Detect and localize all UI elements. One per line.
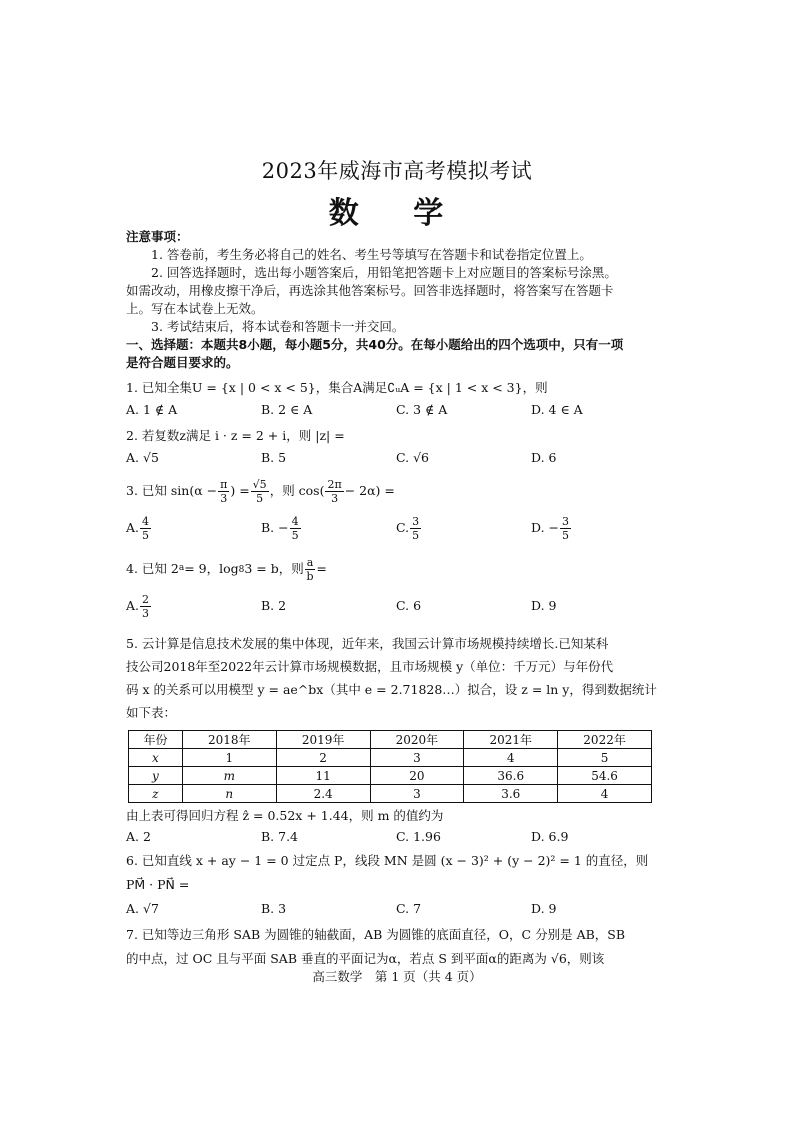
- table-cell: [182, 785, 276, 803]
- log-base: 8: [238, 565, 245, 575]
- option-a: A. 1 ∉ A: [126, 402, 178, 417]
- notes-item-2-cont: 如需改动，用橡皮擦干净后，再选涂其他答案标号。回答非选择题时，将答案写在答题卡: [126, 283, 614, 298]
- q3-stem-mid2: ，则 cos(: [269, 483, 325, 498]
- q4-stem-end: =: [316, 561, 327, 576]
- table-header-row: [129, 731, 652, 749]
- denominator: 5: [291, 528, 299, 542]
- fraction: [560, 515, 571, 542]
- option-d: D. 4 ∈ A: [531, 402, 583, 417]
- fraction: [290, 515, 301, 542]
- subject-title: 数 学: [328, 196, 466, 231]
- option-c: C. 1.96: [396, 829, 441, 844]
- option-label: C.: [396, 520, 410, 535]
- question-6-options: [126, 899, 666, 919]
- section-heading: 一、选择题：本题共8小题，每小题5分，共40分。在每小题给出的四个选项中，只有一项: [126, 337, 624, 352]
- question-1-options: [126, 400, 666, 420]
- option-label: D. −: [531, 520, 559, 535]
- option-d: [531, 510, 666, 546]
- question-3-options: [126, 510, 666, 546]
- fraction: [325, 478, 343, 505]
- table-cell: 5: [558, 749, 652, 767]
- table-cell: 11: [276, 767, 370, 785]
- table-cell: 2: [276, 749, 370, 767]
- cell-text: n: [225, 786, 234, 801]
- table-cell: 4: [464, 749, 558, 767]
- option-c: C. √6: [396, 450, 429, 465]
- exam-title: 2023年威海市高考模拟考试: [261, 159, 533, 183]
- table-cell: [129, 767, 183, 785]
- option-d: D. 9: [531, 598, 557, 613]
- option-c: C. 6: [396, 598, 422, 613]
- numerator: π: [220, 477, 228, 491]
- option-a: A. √5: [126, 450, 159, 465]
- table-cell: 3.6: [464, 785, 558, 803]
- table-cell: 4: [558, 785, 652, 803]
- notes-item-2: 2. 回答选择题时，选出每小题答案后，用铅笔把答题卡上对应题目的答案标号涂黑。: [151, 265, 617, 280]
- denominator: 3: [220, 491, 228, 505]
- question-2-options: [126, 448, 666, 468]
- numerator: a: [306, 555, 314, 569]
- numerator: 2π: [327, 477, 342, 491]
- table-cell: 54.6: [558, 767, 652, 785]
- option-a: [126, 510, 261, 546]
- question-4-options: [126, 588, 666, 624]
- question-4-stem: [126, 552, 666, 586]
- q4-stem-mid: = 9，log: [184, 561, 239, 576]
- table-cell: 36.6: [464, 767, 558, 785]
- question-6-stem-2: PM⃗ · PN⃗ =: [126, 877, 190, 892]
- option-b: B. 2: [261, 598, 287, 613]
- question-1-stem: 1. 已知全集U = {x | 0 < x < 5}，集合A满足∁ᵤA = {x | 1 < x < 3}，则: [126, 380, 548, 395]
- numerator: 2: [142, 592, 150, 606]
- table-cell: 20: [370, 767, 464, 785]
- q3-stem-start: 3. 已知 sin(α −: [126, 483, 218, 498]
- option-d: D. 6: [531, 450, 557, 465]
- data-table: [128, 730, 652, 803]
- question-5-stem-4: 如下表：: [126, 705, 177, 720]
- fraction: [251, 478, 269, 505]
- option-c: [396, 510, 531, 546]
- table-row: [129, 749, 652, 767]
- question-7-stem-2: 的中点，过 OC 且与平面 SAB 垂直的平面记为α，若点 S 到平面α的距离为 √6，则该: [126, 951, 605, 966]
- section-heading-cont: 是符合题目要求的。: [126, 355, 239, 370]
- denominator: 3: [331, 491, 339, 505]
- option-label: B. −: [261, 520, 289, 535]
- denominator: 5: [256, 491, 264, 505]
- numerator: 3: [562, 514, 569, 528]
- cell-text: x: [152, 750, 159, 765]
- table-cell: [182, 767, 276, 785]
- denominator: b: [306, 569, 314, 583]
- option-d: D. 9: [531, 901, 557, 916]
- option-label: A.: [126, 598, 140, 613]
- fraction: [140, 515, 151, 542]
- question-5-stem-3: 码 x 的关系可以用模型 y = ae^bx（其中 e = 2.71828…）拟合，设 z = ln y，得到数据统计: [126, 682, 657, 697]
- fraction: [218, 478, 229, 505]
- denominator: 5: [412, 528, 420, 542]
- notes-item-2-end: 上。写在本试卷上无效。: [126, 301, 264, 316]
- denominator: 5: [562, 528, 569, 542]
- fraction: [410, 515, 421, 542]
- table-header-cell: 2022年: [558, 731, 652, 749]
- q3-stem-end: − 2α) =: [344, 483, 395, 498]
- q3-stem-mid: ) =: [230, 483, 250, 498]
- option-b: B. 5: [261, 450, 287, 465]
- notes-item-3: 3. 考试结束后，将本试卷和答题卡一并交回。: [151, 319, 405, 334]
- option-b: B. 7.4: [261, 829, 299, 844]
- table-header-cell: 2020年: [370, 731, 464, 749]
- denominator: 5: [142, 528, 150, 542]
- denominator: 3: [142, 606, 150, 620]
- option-c: C. 3 ∉ A: [396, 402, 448, 417]
- question-6-stem-1: 6. 已知直线 x + ay − 1 = 0 过定点 P，线段 MN 是圆 (x − 3)² + (y − 2)² = 1 的直径，则: [126, 853, 649, 868]
- question-5-stem-2: 技公司2018年至2022年云计算市场规模数据，且市场规模 y（单位：千万元）与年份代: [126, 659, 614, 674]
- q4-stem-start: 4. 已知 2: [126, 561, 179, 576]
- option-b: B. 2 ∈ A: [261, 402, 313, 417]
- notes-item-1: 1. 答卷前，考生务必将自己的姓名、考生号等填写在答题卡和试卷指定位置上。: [151, 247, 592, 262]
- q4-stem-mid2: 3 = b，则: [244, 561, 304, 576]
- table-cell: 3: [370, 785, 464, 803]
- exam-content: [126, 228, 666, 971]
- option-b: [261, 510, 396, 546]
- table-cell: 1: [182, 749, 276, 767]
- table-row: [129, 767, 652, 785]
- question-5-options: [126, 827, 666, 847]
- option-label: A.: [126, 520, 140, 535]
- numerator: 4: [291, 514, 299, 528]
- option-d: D. 6.9: [531, 829, 569, 844]
- fraction: [140, 593, 151, 620]
- table-cell: 3: [370, 749, 464, 767]
- option-b: B. 3: [261, 901, 287, 916]
- option-a: A. 2: [126, 829, 151, 844]
- numerator: 3: [412, 514, 420, 528]
- table-cell: [129, 749, 183, 767]
- option-a: [126, 588, 261, 624]
- numerator: √5: [252, 477, 267, 491]
- notes-heading: 注意事项：: [126, 229, 189, 244]
- table-header-cell: 2018年: [182, 731, 276, 749]
- option-a: A. √7: [126, 901, 159, 916]
- table-header-cell: 2021年: [464, 731, 558, 749]
- option-c: C. 7: [396, 901, 422, 916]
- exponent: a: [178, 563, 185, 573]
- question-3-stem: [126, 474, 666, 508]
- table-header-cell: 2019年: [276, 731, 370, 749]
- cell-text: y: [152, 768, 159, 783]
- fraction: [305, 556, 316, 583]
- table-cell: [129, 785, 183, 803]
- question-2-stem: 2. 若复数z满足 i · z = 2 + i，则 |z| =: [126, 428, 345, 443]
- question-5-stem-1: 5. 云计算是信息技术发展的集中体现，近年来，我国云计算市场规模持续增长.已知某科: [126, 636, 609, 651]
- table-header-cell: 年份: [129, 731, 183, 749]
- table-cell: 2.4: [276, 785, 370, 803]
- question-5-after: 由上表可得回归方程 ẑ = 0.52x + 1.44，则 m 的值约为: [126, 808, 444, 823]
- cell-text: m: [223, 768, 235, 783]
- question-7-stem-1: 7. 已知等边三角形 SAB 为圆锥的轴截面，AB 为圆锥的底面直径，O，C 分别是 AB，SB: [126, 927, 626, 942]
- page-footer: 高三数学 第 1 页（共 4 页）: [312, 969, 482, 984]
- numerator: 4: [142, 514, 150, 528]
- table-row: [129, 785, 652, 803]
- cell-text: z: [152, 786, 159, 801]
